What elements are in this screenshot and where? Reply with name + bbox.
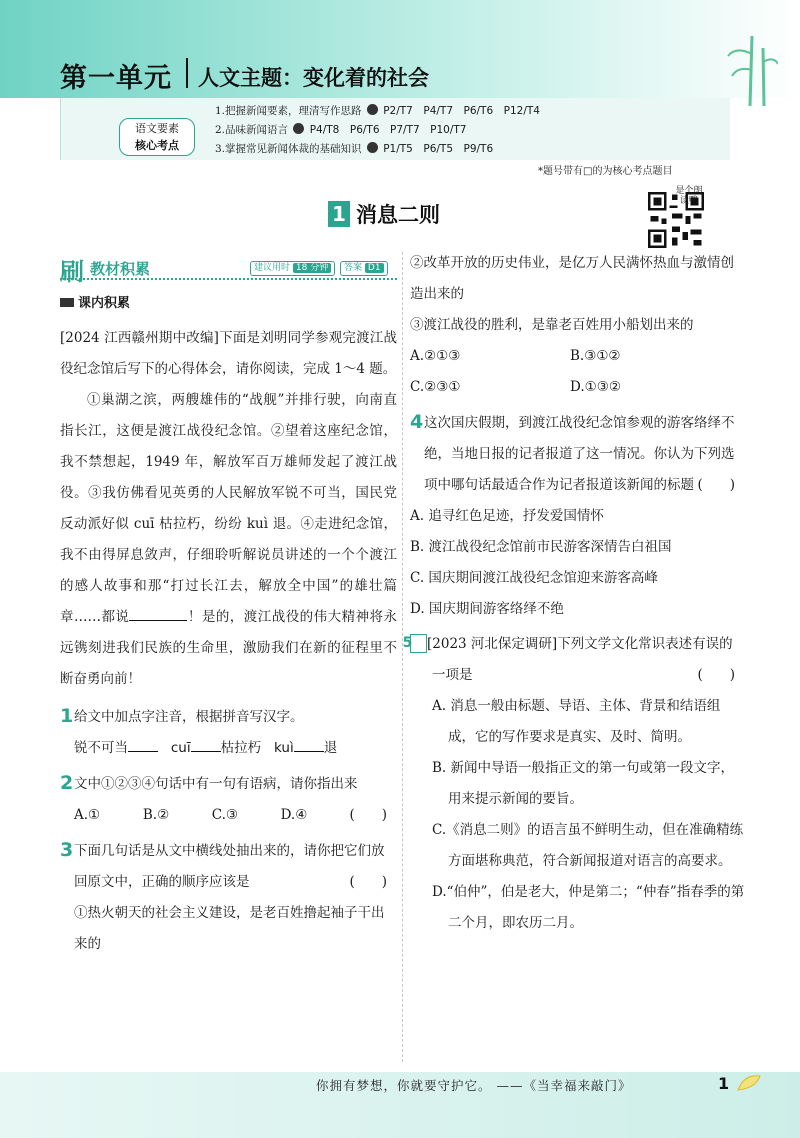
answer-blank[interactable]: [129, 607, 187, 621]
time-pill: 建议用时 18 分钟: [250, 261, 335, 276]
core-point-item: 1.把握新闻要素，理清写作思路 P2/T7 P4/T7 P6/T6 P12/T4: [215, 105, 540, 117]
question-3-options: C.②③① D.①③②: [410, 379, 621, 395]
question-3-sentence: ③渡江战役的胜利，是靠老百姓用小船划出来的: [410, 317, 694, 333]
question-5-option[interactable]: A. 消息一般由标题、导语、主体、背景和结语组成，它的写作要求是真实、及时、简明。: [432, 698, 721, 745]
lesson-heading: [328, 200, 440, 228]
intro-text: [2024 江西赣州期中改编]下面是刘明同学参观完渡江战役纪念馆后写下的心得体会，请你阅读，完成 1～4 题。: [60, 330, 397, 377]
question-4: 4这次国庆假期，到渡江战役纪念馆参观的游客络绎不绝，当地日报的记者报道了这一情况。你认为下列选项中哪句话最适合作为记者报道该新闻的标题 ( ): [410, 411, 735, 493]
heading-bar-icon: [60, 298, 74, 307]
core-note: *题号带有□的为核心考点题目: [538, 166, 673, 177]
question-4-option[interactable]: B. 渡江战役纪念馆前市民游客深情告白祖国: [410, 539, 672, 555]
page-number: 1: [718, 1074, 730, 1093]
core-point-item: 3.掌握常见新闻体裁的基础知识 P1/T5 P6/T5 P9/T6: [215, 143, 494, 155]
question-2-options: A.① B.② C.③ D.④: [74, 807, 308, 823]
sub-heading: 课内积累: [60, 292, 397, 311]
question-5-option[interactable]: C.《消息二则》的语言虽不鲜明生动，但在准确精练方面堪称典范，符合新闻报道对语言的高要求。: [432, 822, 744, 869]
core-points-badge: 语文要素 核心考点: [119, 118, 195, 156]
title-divider: [186, 58, 188, 88]
question-1-blanks: 锐不可当 cuī 枯拉朽 kuì 退: [74, 740, 338, 756]
left-column: [60, 252, 397, 960]
question-5-option[interactable]: D.“伯仲”，伯是老大，仲是第二；“仲春”指春季的第二个月，即农历二月。: [432, 884, 745, 931]
section-header: [60, 252, 397, 286]
reference-tag-icon: [293, 123, 304, 134]
unit-title: 第一单元: [60, 63, 172, 94]
right-column: [402, 248, 745, 939]
question-4-option[interactable]: D. 国庆期间游客络绎不绝: [410, 601, 564, 617]
bamboo-icon: [708, 36, 778, 106]
passage-text: ①巢湖之滨，两艘雄伟的“战舰”并排行驶，向南直指长江，这便是渡江战役纪念馆。②望着这座纪念馆，我不禁想起，1949 年，解放军百万雄师发起了渡江战役。③我仿佛看见英勇的人民解放军锐不可当，国民党反动派好似 cuī 枯拉朽，纷纷 kuì 退。④走进纪念馆，我不由得屏息敛声，仔细聆听解说员讲述的一个个渡江的感人故事和那“打过长江去，解放全中国”的雄壮篇章……都说 ！是的，渡江战役的伟大精神将永远镌刻进我们民族的生命里，激励我们在新的征程里不断奋勇向前！: [60, 392, 398, 687]
column-divider: [402, 252, 403, 1062]
answer-blank[interactable]: [128, 738, 158, 752]
answer-blank[interactable]: [294, 738, 324, 752]
core-points-list: [215, 102, 540, 159]
section-title: 教材积累: [90, 260, 151, 278]
question-3-sentence: ①热火朝天的社会主义建设，是老百姓撸起袖子干出来的: [74, 905, 385, 952]
section-badge: 刷: [60, 258, 84, 286]
question-3-options: A.②①③ B.③①②: [410, 348, 621, 364]
question-5: 5 [2023 河北保定调研]下列文学文化常识表述有误的一项是 ( ): [402, 635, 735, 683]
question-5-option[interactable]: B. 新闻中导语一般指正文的第一句或第一段文字，用来提示新闻的要旨。: [432, 760, 735, 807]
reference-tag-icon: [367, 142, 378, 153]
reference-tag-icon: [367, 104, 378, 115]
qr-label: 是个朗读鸭: [675, 186, 703, 206]
core-question-number: 5: [410, 634, 427, 653]
footer-motto: 你拥有梦想，你就要守护它。 ——《当幸福来敲门》: [316, 1078, 632, 1093]
question-3: 3下面几句话是从文中横线处抽出来的，请你把它们放回原文中，正确的顺序应该是 ( ): [60, 839, 387, 890]
lesson-title: 消息二则: [356, 203, 440, 227]
lesson-number: 1: [328, 201, 350, 227]
answer-blank[interactable]: [191, 738, 221, 752]
unit-theme: 人文主题：变化着的社会: [198, 66, 429, 90]
answer-pill: 答案 D1: [340, 261, 388, 276]
question-4-option[interactable]: A. 追寻红色足迹，抒发爱国情怀: [410, 508, 604, 524]
core-point-item: 2.品味新闻语言 P4/T8 P6/T6 P7/T7 P10/T7: [215, 124, 467, 136]
question-1: 1给文中加点字注音，根据拼音写汉字。: [60, 705, 304, 727]
question-5-options: [410, 691, 745, 939]
question-3-sentence: ②改革开放的历史伟业，是亿万人民满怀热血与激情创造出来的: [410, 255, 734, 302]
leaf-icon: [736, 1072, 762, 1094]
question-4-option[interactable]: C. 国庆期间渡江战役纪念馆迎来游客高峰: [410, 570, 658, 586]
question-2: 2文中①②③④句话中有一句有语病，请你指出来 ( ): [60, 772, 387, 823]
